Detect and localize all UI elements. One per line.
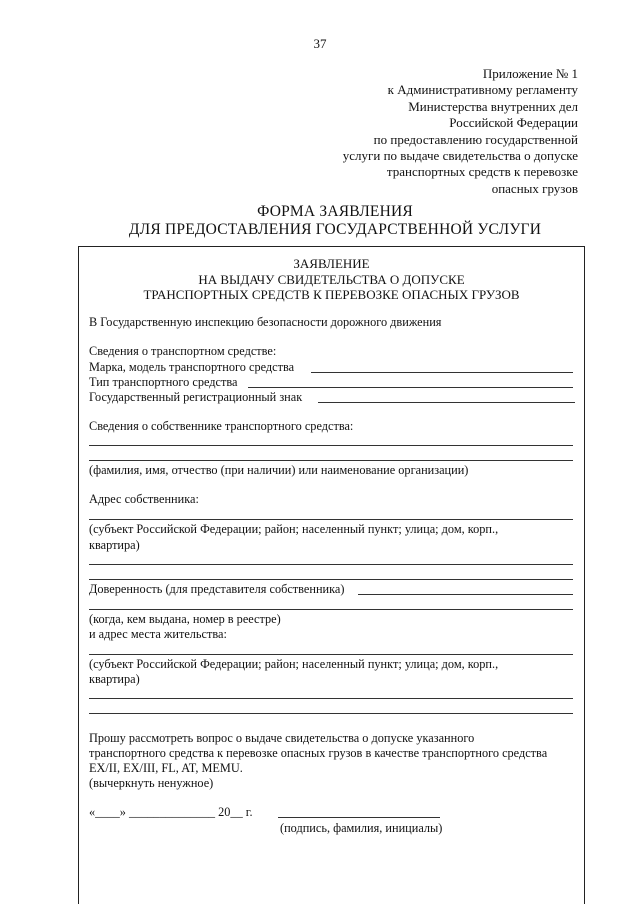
address2-hint-continued: квартира) bbox=[89, 672, 140, 686]
appendix-line: Российской Федерации bbox=[449, 115, 578, 131]
proxy-field-2[interactable] bbox=[89, 609, 573, 610]
form-title-line: ДЛЯ ПРЕДОСТАВЛЕНИЯ ГОСУДАРСТВЕННОЙ УСЛУГИ bbox=[128, 221, 542, 238]
appendix-line: услуги по выдаче свидетельства о допуске bbox=[342, 148, 578, 164]
date-line: «____» ______________ 20__ г. bbox=[89, 805, 253, 819]
signature-field[interactable] bbox=[278, 817, 440, 818]
vehicle-type-field[interactable] bbox=[248, 387, 573, 388]
residence-label: и адрес места жительства: bbox=[89, 627, 227, 641]
reg-plate-field[interactable] bbox=[318, 402, 575, 403]
residence-field-3[interactable] bbox=[89, 713, 573, 714]
appendix-line: опасных грузов bbox=[491, 180, 578, 196]
statement-title-line: ЗАЯВЛЕНИЕ bbox=[293, 256, 370, 271]
appendix-header bbox=[343, 66, 578, 197]
proxy-label: Доверенность (для представителя собственника) bbox=[89, 582, 345, 596]
proxy-hint: (когда, кем выдана, номер в реестре) bbox=[89, 612, 281, 626]
proxy-field[interactable] bbox=[358, 594, 573, 595]
address-hint-continued: квартира) bbox=[89, 538, 140, 552]
appendix-line: к Административному регламенту bbox=[387, 82, 578, 98]
residence-field[interactable] bbox=[89, 654, 573, 655]
owner-address-label: Адрес собственника: bbox=[89, 492, 199, 506]
form-title-line: ФОРМА ЗАЯВЛЕНИЯ bbox=[257, 203, 413, 220]
address2-hint: (субъект Российской Федерации; район; населенный пункт; улица; дом, корп., bbox=[89, 657, 499, 671]
make-model-label: Марка, модель транспортного средства bbox=[89, 360, 295, 374]
owner-hint: (фамилия, имя, отчество (при наличии) или наименование организации) bbox=[89, 463, 469, 477]
owner-address-field[interactable] bbox=[89, 519, 573, 520]
vehicle-type-label: Тип транспортного средства bbox=[89, 375, 238, 389]
owner-name-field[interactable] bbox=[89, 445, 573, 446]
request-text: Прошу рассмотреть вопрос о выдаче свидетельства о допуске указанного bbox=[89, 731, 475, 745]
addressee: В Государственную инспекцию безопасности дорожного движения bbox=[89, 315, 442, 329]
vehicle-section-heading: Сведения о транспортном средстве: bbox=[89, 344, 277, 358]
owner-name-field-2[interactable] bbox=[89, 460, 573, 461]
statement-title-line: НА ВЫДАЧУ СВИДЕТЕЛЬСТВА О ДОПУСКЕ bbox=[198, 271, 465, 287]
residence-field-2[interactable] bbox=[89, 698, 573, 699]
form-title bbox=[0, 203, 640, 239]
appendix-line: по предоставлению государственной bbox=[373, 131, 578, 147]
appendix-line: Министерства внутренних дел bbox=[408, 98, 578, 114]
statement-title bbox=[78, 256, 585, 303]
signature-hint: (подпись, фамилия, инициалы) bbox=[280, 821, 443, 835]
reg-plate-label: Государственный регистрационный знак bbox=[89, 390, 303, 404]
page-number: 37 bbox=[313, 36, 327, 51]
owner-address-field-3[interactable] bbox=[89, 579, 573, 580]
appendix-line: транспортных средств к перевозке bbox=[386, 164, 578, 180]
appendix-line: Приложение № 1 bbox=[482, 66, 578, 81]
owner-address-field-2[interactable] bbox=[89, 564, 573, 565]
owner-section-heading: Сведения о собственнике транспортного средства: bbox=[89, 419, 354, 433]
request-vehicle-classes: EX/II, EX/III, FL, AT, MEMU. bbox=[89, 761, 243, 775]
address-hint: (субъект Российской Федерации; район; населенный пункт; улица; дом, корп., bbox=[89, 522, 499, 536]
request-text-2: транспортного средства к перевозке опасных грузов в качестве транспортного средства bbox=[89, 746, 548, 760]
statement-title-line: ТРАНСПОРТНЫХ СРЕДСТВ К ПЕРЕВОЗКЕ ОПАСНЫХ ГРУЗОВ bbox=[143, 287, 520, 302]
strike-out-note: (вычеркнуть ненужное) bbox=[89, 776, 214, 790]
make-model-field[interactable] bbox=[311, 372, 573, 373]
